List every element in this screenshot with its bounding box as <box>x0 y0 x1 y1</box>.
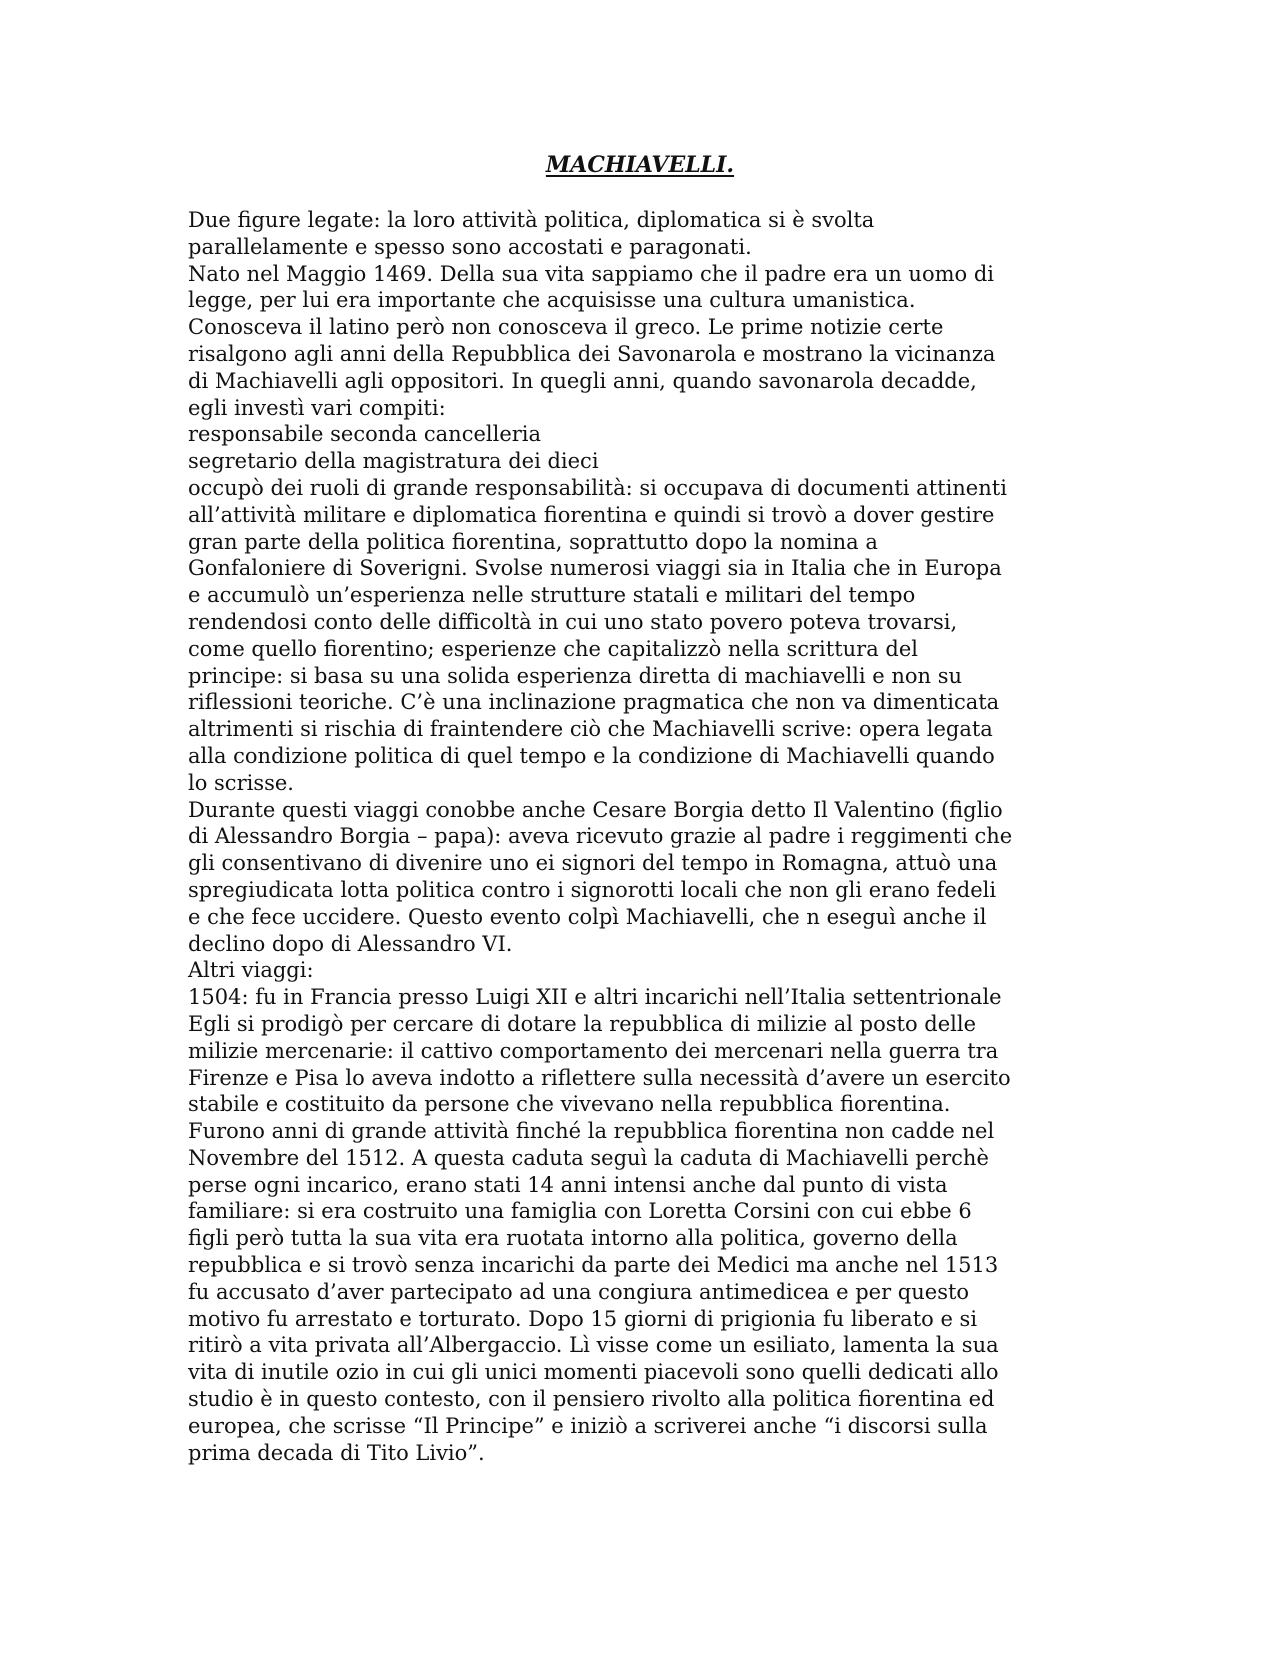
text-line: Due figure legate: la loro attività politica, diplomatica si è svolta <box>188 208 875 232</box>
text-line: stabile e costituito da persone che vivevano nella repubblica fiorentina. <box>188 1092 951 1117</box>
text-line: spregiudicata lotta politica contro i signorotti locali che non gli erano fedeli <box>188 877 997 902</box>
text-line: occupò dei ruoli di grande responsabilità: si occupava di documenti attinenti <box>188 475 1007 500</box>
text-line: repubblica e si trovò senza incarichi da parte dei Medici ma anche nel 1513 <box>188 1253 999 1278</box>
text-line: europea, che scrisse “Il Principe” e iniziò a scriverei anche “i discorsi sulla <box>188 1413 988 1438</box>
text-line: familiare: si era costruito una famiglia con Loretta Corsini con cui ebbe 6 <box>188 1199 972 1224</box>
body-text <box>188 207 1108 1466</box>
text-line: di Alessandro Borgia – papa): aveva ricevuto grazie al padre i reggimenti che <box>188 824 1013 849</box>
text-line: Altri viaggi: <box>188 958 314 983</box>
text-line: legge, per lui era importante che acquisisse una cultura umanistica. <box>188 288 916 313</box>
text-line: Conosceva il latino però non conosceva il greco. Le prime notizie certe <box>188 315 944 340</box>
text-line: alla condizione politica di quel tempo e la condizione di Machiavelli quando <box>188 743 995 768</box>
text-line: Durante questi viaggi conobbe anche Cesare Borgia detto Il Valentino (figlio <box>188 797 1003 822</box>
text-line: declino dopo di Alessandro VI. <box>188 931 513 956</box>
text-line: gran parte della politica fiorentina, soprattutto dopo la nomina a <box>188 529 878 554</box>
text-line: riflessioni teoriche. C’è una inclinazione pragmatica che non va dimenticata <box>188 690 1000 715</box>
text-line: principe: si basa su una solida esperienza diretta di machiavelli e non su <box>188 663 963 688</box>
text-line: fu accusato d’aver partecipato ad una congiura antimedicea e per questo <box>188 1279 970 1304</box>
text-line: milizie mercenarie: il cattivo comportamento dei mercenari nella guerra tra <box>188 1038 999 1063</box>
text-line: e che fece uccidere. Questo evento colpì Machiavelli, che n eseguì anche il <box>188 904 987 929</box>
text-line: segretario della magistratura dei dieci <box>188 449 599 474</box>
text-line: Novembre del 1512. A questa caduta seguì la caduta di Machiavelli perchè <box>188 1145 989 1170</box>
text-line: motivo fu arrestato e torturato. Dopo 15 giorni di prigionia fu liberato e si <box>188 1306 978 1331</box>
text-line: rendendosi conto delle difficoltà in cui uno stato povero poteva trovarsi, <box>188 609 958 634</box>
text-line: egli investì vari compiti: <box>188 395 446 420</box>
text-line: risalgono agli anni della Repubblica dei Savonarola e mostrano la vicinanza <box>188 341 996 366</box>
text-line: parallelamente e spesso sono accostati e paragonati. <box>188 234 752 259</box>
text-line: Nato nel Maggio 1469. Della sua vita sappiamo che il padre era un uomo di <box>188 261 994 286</box>
text-line: lo scrisse. <box>188 770 294 795</box>
text-line: e accumulò un’esperienza nelle strutture statali e militari del tempo <box>188 583 916 608</box>
text-line: altrimenti si rischia di fraintendere ciò che Machiavelli scrive: opera legata <box>188 717 993 742</box>
text-line: Furono anni di grande attività finché la repubblica fiorentina non cadde nel <box>188 1119 995 1144</box>
text-line: studio è in questo contesto, con il pensiero rivolto alla politica fiorentina ed <box>188 1387 995 1412</box>
text-line: all’attività militare e diplomatica fiorentina e quindi si trovò a dover gestire <box>188 502 995 527</box>
page-title: MACHIAVELLI. <box>545 152 735 178</box>
text-line: 1504: fu in Francia presso Luigi XII e altri incarichi nell’Italia settentrionale <box>188 985 1002 1010</box>
text-line: Egli si prodigò per cercare di dotare la repubblica di milizie al posto delle <box>188 1011 977 1036</box>
text-line: perse ogni incarico, erano stati 14 anni intensi anche dal punto di vista <box>188 1172 948 1197</box>
text-line: prima decada di Tito Livio”. <box>188 1440 485 1465</box>
text-line: Gonfaloniere di Soverigni. Svolse numerosi viaggi sia in Italia che in Europa <box>188 556 1002 581</box>
text-line: responsabile seconda cancelleria <box>188 422 542 447</box>
text-line: di Machiavelli agli oppositori. In quegli anni, quando savonarola decadde, <box>188 368 977 393</box>
text-line: figli però tutta la sua vita era ruotata intorno alla politica, governo della <box>188 1226 958 1251</box>
text-line: gli consentivano di divenire uno ei signori del tempo in Romagna, attuò una <box>188 851 998 876</box>
text-line: ritirò a vita privata all’Albergaccio. Lì visse come un esiliato, lamenta la sua <box>188 1333 999 1358</box>
text-line: Firenze e Pisa lo aveva indotto a riflettere sulla necessità d’avere un esercito <box>188 1065 1011 1090</box>
text-line: vita di inutile ozio in cui gli unici momenti piacevoli sono quelli dedicati allo <box>188 1360 999 1385</box>
text-line: come quello fiorentino; esperienze che capitalizzò nella scrittura del <box>188 636 918 661</box>
